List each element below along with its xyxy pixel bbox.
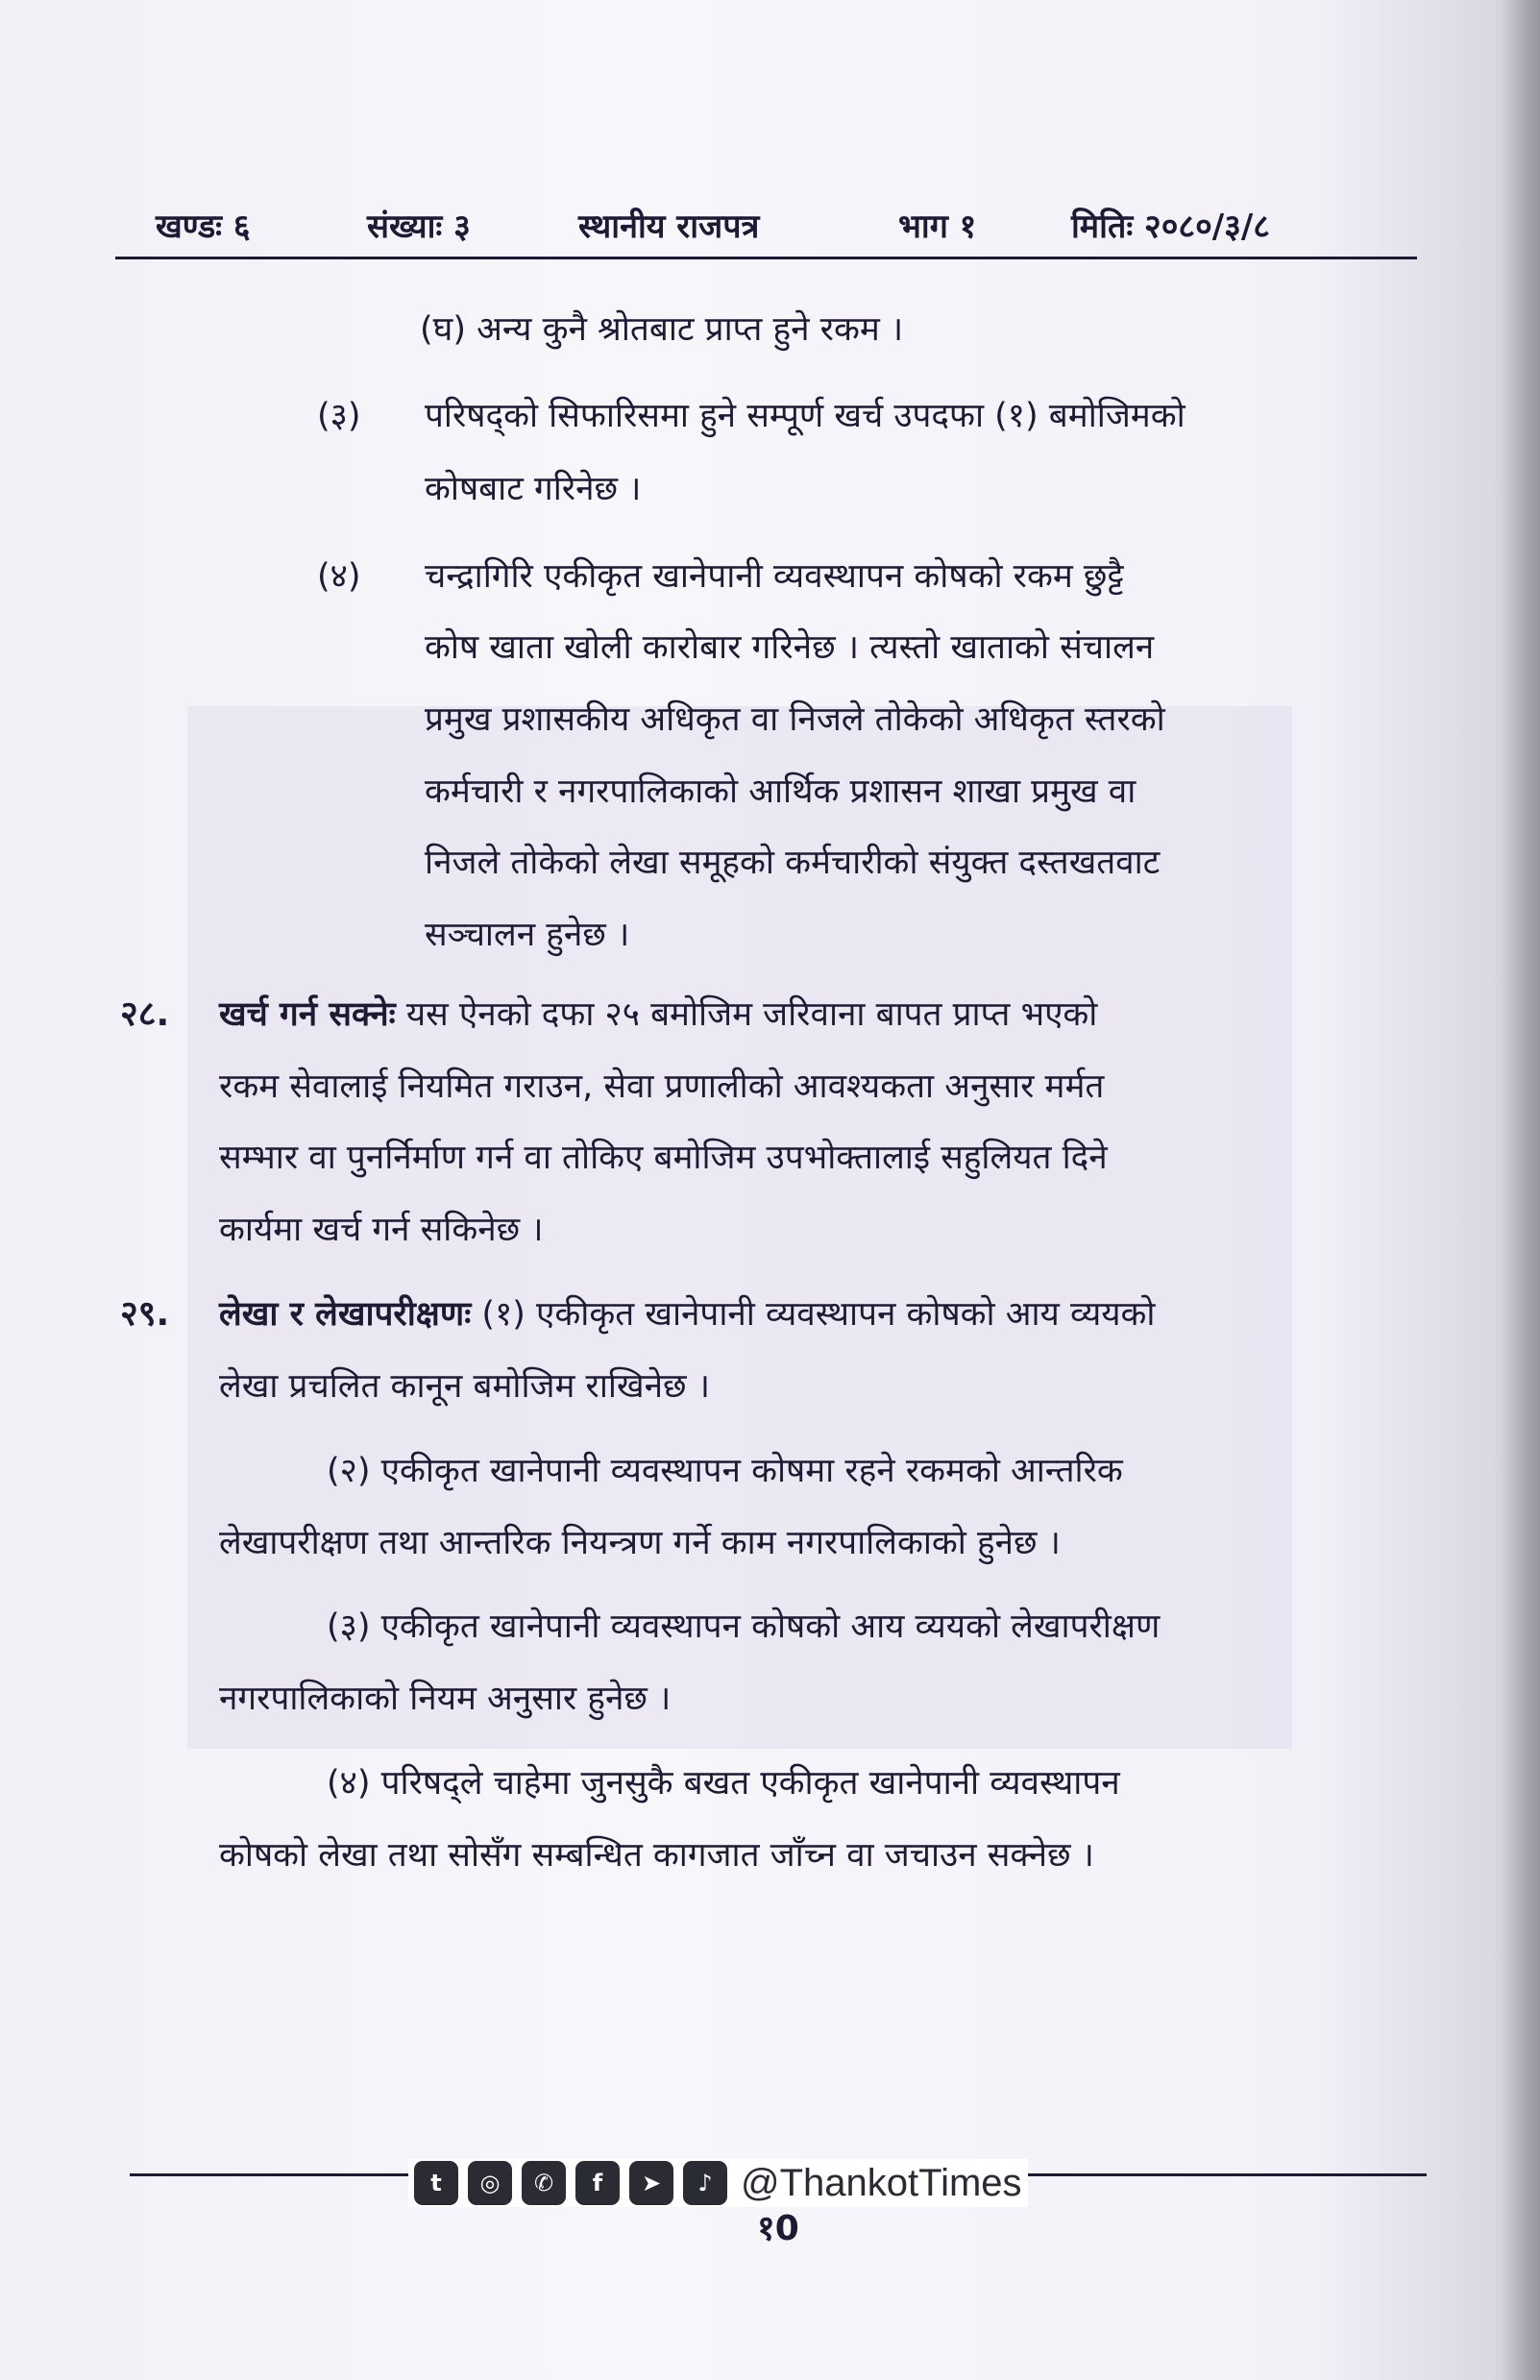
- page-number: १0: [757, 2209, 799, 2248]
- subclause-3-line: कोषबाट गरिनेछ ।: [425, 470, 642, 508]
- section-29-sub4-line: (४) परिषद्ले चाहेमा जुनसुकै बखत एकीकृत खानेपानी व्यवस्थापन: [327, 1764, 1120, 1803]
- section-28-number: २८.: [120, 994, 170, 1034]
- header-title: स्थानीय राजपत्र: [578, 208, 760, 246]
- header-volume: खण्डः ६: [156, 208, 251, 246]
- tiktok-icon[interactable]: ♪: [683, 2161, 727, 2205]
- section-28-title: खर्च गर्न सक्नेः: [219, 995, 396, 1034]
- social-handle[interactable]: @ThankotTimes: [741, 2161, 1022, 2204]
- section-29-line: लेखा प्रचलित कानून बमोजिम राखिनेछ ।: [219, 1367, 710, 1406]
- whatsapp-icon[interactable]: ✆: [522, 2161, 566, 2205]
- subclause-3-line: परिषद्को सिफारिसमा हुने सम्पूर्ण खर्च उपदफा (१) बमोजिमको: [425, 397, 1186, 435]
- section-29-sub2-line: (२) एकीकृत खानेपानी व्यवस्थापन कोषमा रहने रकमको आन्तरिक: [327, 1452, 1123, 1490]
- section-29-sub2-line: लेखापरीक्षण तथा आन्तरिक नियन्त्रण गर्ने काम नगरपालिकाको हुनेछ ।: [219, 1524, 1061, 1562]
- facebook-icon[interactable]: f: [575, 2161, 620, 2205]
- subclause-4-line: निजले तोकेको लेखा समूहको कर्मचारीको संयुक्त दस्तखतवाट: [425, 844, 1161, 882]
- section-29-title: लेखा र लेखापरीक्षणः: [219, 1295, 472, 1334]
- section-29-sub3-line: नगरपालिकाको नियम अनुसार हुनेछ ।: [219, 1680, 672, 1718]
- section-28-line: [219, 978, 1097, 1051]
- telegram-icon[interactable]: ➤: [629, 2161, 673, 2205]
- subclause-4-line: चन्द्रागिरि एकीकृत खानेपानी व्यवस्थापन कोषको रकम छुट्टै: [425, 557, 1124, 596]
- section-29-sub3-line: (३) एकीकृत खानेपानी व्यवस्थापन कोषको आय व्ययको लेखापरीक्षण: [327, 1607, 1161, 1646]
- header-part: भाग १: [898, 208, 977, 246]
- header-date: मितिः २०८०/३/८: [1071, 208, 1270, 246]
- subclause-4-line: कोष खाता खोली कारोबार गरिनेछ । त्यस्तो खाताको संचालन: [425, 628, 1155, 667]
- header-number: संख्याः ३: [367, 208, 471, 246]
- section-28-text: यस ऐनको दफा २५ बमोजिम जरिवाना बापत प्राप्त भएको: [405, 995, 1098, 1034]
- subclause-4-line: सञ्चालन हुनेछ ।: [425, 916, 630, 954]
- section-29-sub4-line: कोषको लेखा तथा सोसँग सम्बन्धित कागजात जाँच्न वा जचाउन सक्नेछ ।: [219, 1836, 1094, 1875]
- subclause-4-line: प्रमुख प्रशासकीय अधिकृत वा निजले तोकेको अधिकृत स्तरको: [425, 700, 1165, 739]
- gazette-header: [115, 197, 1417, 259]
- section-29-line: [219, 1278, 1155, 1351]
- subclause-4-line: कर्मचारी र नगरपालिकाको आर्थिक प्रशासन शाखा प्रमुख वा: [425, 773, 1137, 811]
- section-28-line: रकम सेवालाई नियमित गराउन, सेवा प्रणालीको आवश्यकता अनुसार मर्मत: [219, 1067, 1105, 1106]
- instagram-icon[interactable]: ◎: [468, 2161, 512, 2205]
- section-29-number: २९.: [120, 1294, 170, 1334]
- twitter-icon[interactable]: t: [414, 2161, 458, 2205]
- social-watermark-bar: [408, 2159, 1028, 2207]
- subclause-3-marker: (३): [317, 397, 361, 435]
- clause-gha: (घ) अन्य कुनै श्रोतबाट प्राप्त हुने रकम ।: [420, 310, 904, 349]
- subclause-4-marker: (४): [317, 557, 361, 596]
- section-28-line: सम्भार वा पुनर्निर्माण गर्न वा तोकिए बमोजिम उपभोक्तालाई सहुलियत दिने: [219, 1139, 1108, 1177]
- section-29-text: (१) एकीकृत खानेपानी व्यवस्थापन कोषको आय व्ययको: [481, 1295, 1156, 1334]
- section-28-line: कार्यमा खर्च गर्न सकिनेछ ।: [219, 1211, 544, 1249]
- book-spine-shadow: [1502, 0, 1540, 2380]
